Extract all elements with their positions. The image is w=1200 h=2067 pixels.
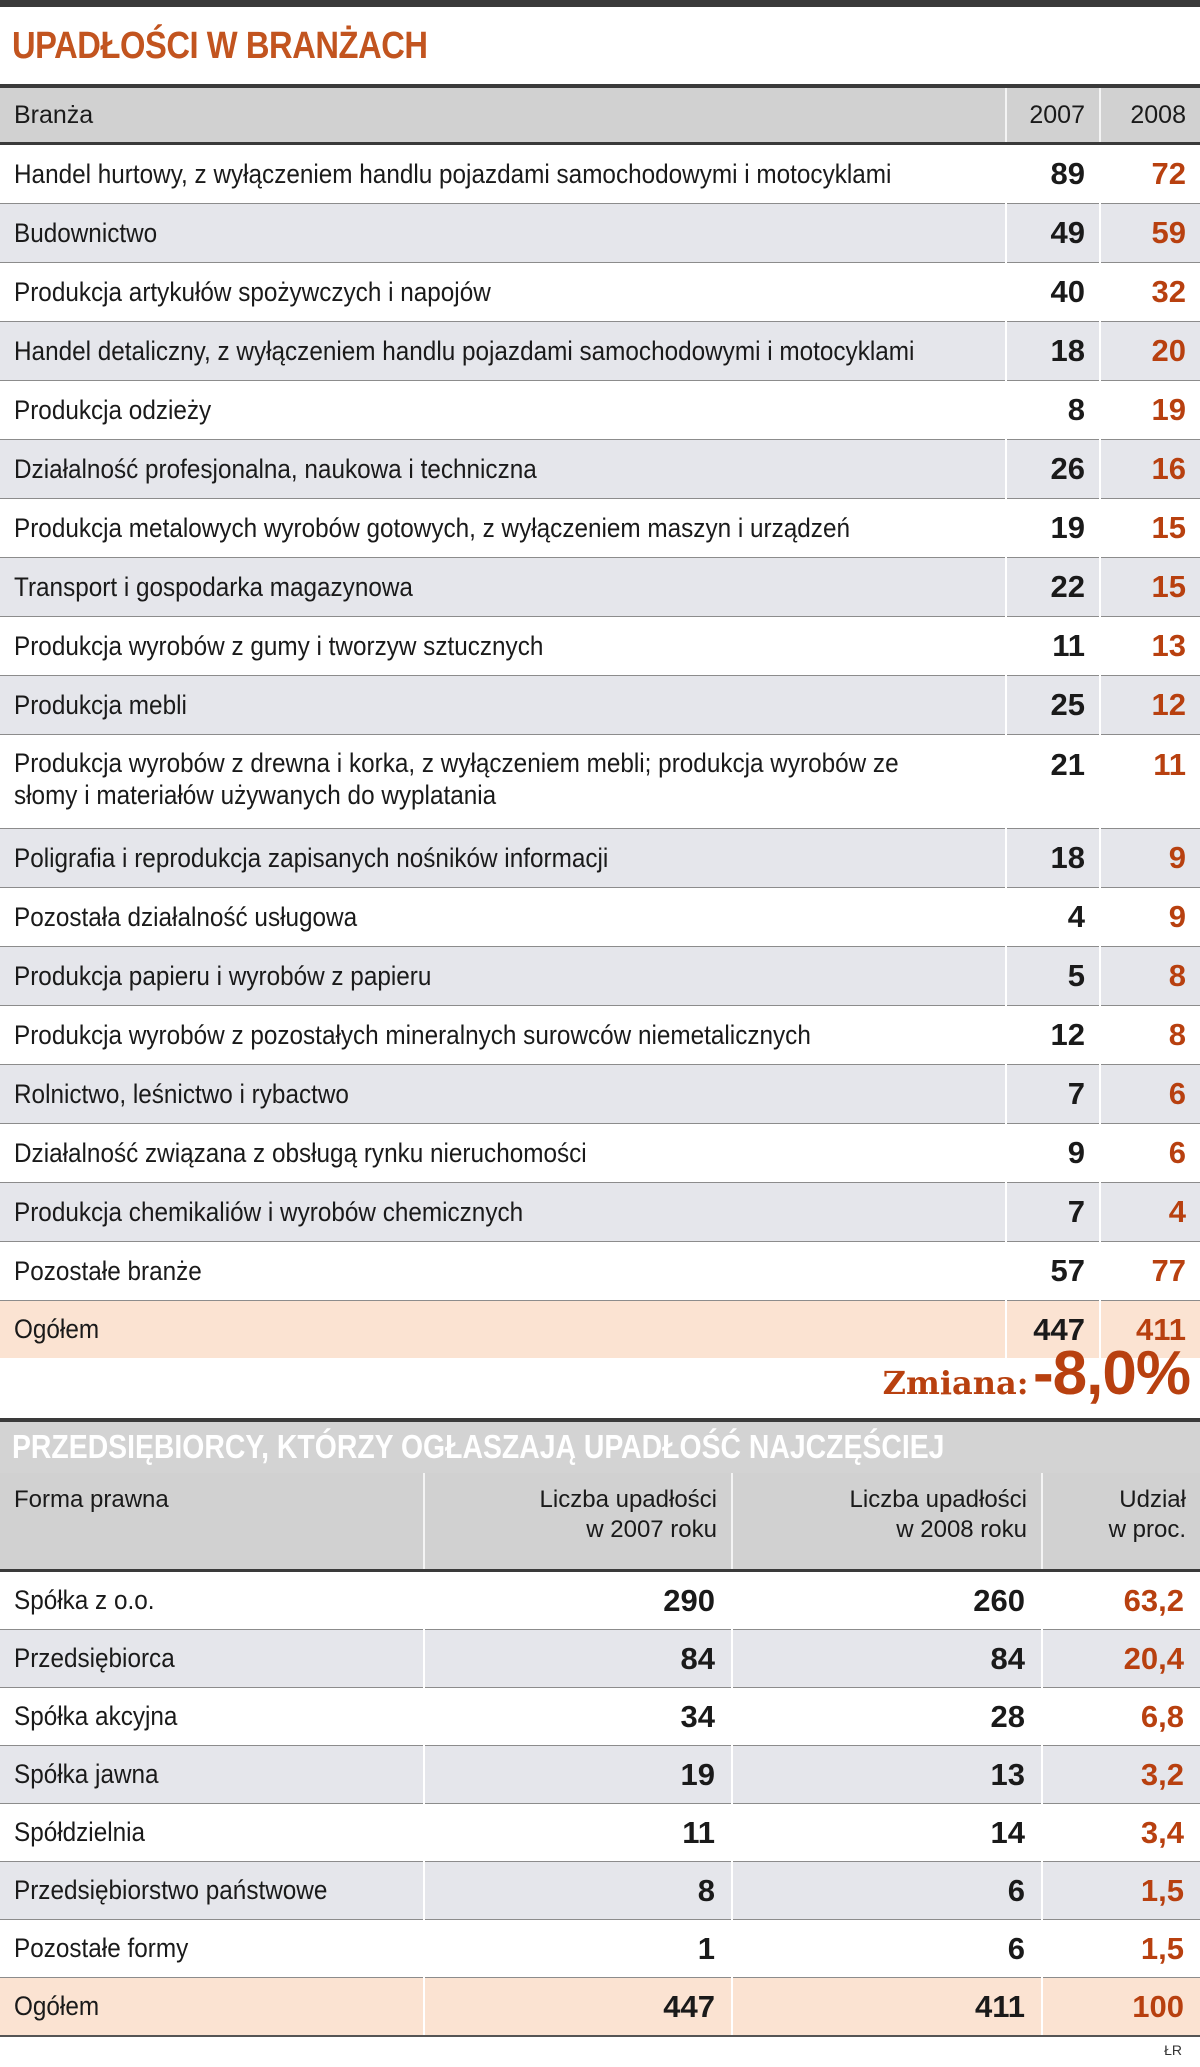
header-branza: Branża [0,86,1006,144]
value-2008: 8 [1100,1006,1200,1065]
table2-title: PRZEDSIĘBIORCY, KTÓRZY OGŁASZAJĄ UPADŁOŚĆ NAJCZĘŚCIEJ [12,1428,945,1465]
value-2008: 260 [732,1571,1042,1630]
table-row [0,676,1200,735]
value-2007: 19 [1006,499,1100,558]
row-name-text: Handel hurtowy, z wyłączeniem handlu pojazdami samochodowymi i motocyklami [14,158,892,189]
value-2008: 6 [1100,1065,1200,1124]
table-row [0,440,1200,499]
value-2008: 84 [732,1630,1042,1688]
table-row [0,947,1200,1006]
value-2008: 15 [1100,558,1200,617]
table-row [0,1746,1200,1804]
header-2008-line2: w 2008 roku [896,1516,1027,1543]
row-name [0,1688,424,1746]
header-share [1042,1473,1200,1571]
total-name [0,1978,424,2037]
row-name-text: Przedsiębiorca [14,1643,175,1673]
value-2008: 14 [732,1804,1042,1862]
row-name [0,1920,424,1978]
table-row [0,1065,1200,1124]
value-2007: 9 [1006,1124,1100,1183]
row-name-text: Produkcja odzieży [14,394,212,425]
row-name [0,440,1006,499]
value-2007: 25 [1006,676,1100,735]
row-name [0,1124,1006,1183]
row-name-text: Pozostałe branże [14,1255,202,1286]
table-row [0,1688,1200,1746]
row-name [0,1571,424,1630]
industries-table [0,84,1200,1358]
table-row [0,1862,1200,1920]
value-2007: 5 [1006,947,1100,1006]
value-2008: 8 [1100,947,1200,1006]
row-name-text: Produkcja chemikaliów i wyrobów chemicznych [14,1196,524,1227]
row-name [0,1183,1006,1242]
row-name [0,1630,424,1688]
total-2008: 411 [732,1978,1042,2037]
value-2008: 4 [1100,1183,1200,1242]
row-name-text: Przedsiębiorstwo państwowe [14,1875,328,1905]
value-2008: 6 [1100,1124,1200,1183]
row-name-text: Pozostała działalność usługowa [14,901,358,932]
row-name [0,1862,424,1920]
value-2007: 11 [1006,617,1100,676]
total-row [0,1978,1200,2037]
change-label: Zmiana: [882,1364,1029,1402]
table-row [0,617,1200,676]
value-2008: 32 [1100,263,1200,322]
header-2008-line1: Liczba upadłości [849,1486,1027,1513]
header-share-line1: Udział [1119,1486,1186,1513]
row-name-text: Produkcja papieru i wyrobów z papieru [14,960,432,991]
table2-body [0,1571,1200,2037]
value-2008: 9 [1100,829,1200,888]
value-share: 6,8 [1042,1688,1200,1746]
table-row [0,558,1200,617]
total-name [0,1301,1006,1359]
change-summary [882,1338,1190,1408]
total-name-text: Ogółem [14,1314,100,1344]
row-name-text: Działalność związana z obsługą rynku nieruchomości [14,1137,587,1168]
row-name-text: Spółka z o.o. [14,1585,155,1615]
value-2008: 20 [1100,322,1200,381]
table-row [0,1242,1200,1301]
value-2007: 1 [424,1920,732,1978]
row-name [0,558,1006,617]
value-2008: 6 [732,1862,1042,1920]
value-2007: 49 [1006,204,1100,263]
table-row [0,1124,1200,1183]
header-2008: 2008 [1100,86,1200,144]
value-2007: 18 [1006,322,1100,381]
table-row [0,735,1200,829]
value-share: 1,5 [1042,1920,1200,1978]
value-2008: 15 [1100,499,1200,558]
value-2008: 72 [1100,144,1200,204]
total-2007: 447 [424,1978,732,2037]
row-name [0,144,1006,204]
value-2007: 7 [1006,1183,1100,1242]
value-2008: 13 [1100,617,1200,676]
value-2008: 6 [732,1920,1042,1978]
table-row [0,1920,1200,1978]
value-2008: 13 [732,1746,1042,1804]
table1-header-row [0,86,1200,144]
value-2007: 4 [1006,888,1100,947]
value-2007: 8 [1006,381,1100,440]
row-name-text: Budownictwo [14,217,158,248]
change-value: -8,0% [1033,1339,1190,1408]
value-2007: 57 [1006,1242,1100,1301]
total-share: 100 [1042,1978,1200,2037]
row-name-text: Produkcja metalowych wyrobów gotowych, z wyłączeniem maszyn i urządzeń [14,512,851,543]
table2-header-row [0,1473,1200,1571]
value-share: 63,2 [1042,1571,1200,1630]
table1-body [0,144,1200,1359]
table-row [0,1183,1200,1242]
value-share: 1,5 [1042,1862,1200,1920]
row-name [0,263,1006,322]
table-row [0,829,1200,888]
header-2008-count [732,1473,1042,1571]
row-name-text: Poligrafia i reprodukcja zapisanych nośników informacji [14,842,609,873]
row-name-text: Produkcja wyrobów z pozostałych mineralnych surowców niemetalicznych [14,1019,811,1050]
row-name [0,1804,424,1862]
row-name [0,888,1006,947]
value-2008: 28 [732,1688,1042,1746]
row-name [0,1065,1006,1124]
row-name-text: Spółdzielnia [14,1817,146,1847]
row-name [0,204,1006,263]
row-name-text: Rolnictwo, leśnictwo i rybactwo [14,1078,349,1109]
value-2007: 34 [424,1688,732,1746]
value-share: 3,4 [1042,1804,1200,1862]
row-name [0,1746,424,1804]
row-name-text: Handel detaliczny, z wyłączeniem handlu pojazdami samochodowymi i motocyklami [14,335,915,366]
header-forma-prawna-label: Forma prawna [14,1486,169,1513]
header-2007: 2007 [1006,86,1100,144]
row-name [0,381,1006,440]
table-row [0,381,1200,440]
row-name-text: Pozostałe formy [14,1933,189,1963]
value-2007: 84 [424,1630,732,1688]
table-row [0,1571,1200,1630]
value-2008: 12 [1100,676,1200,735]
total-name-text: Ogółem [14,1991,100,2021]
value-2007: 18 [1006,829,1100,888]
table2-title-bar [0,1418,1200,1473]
value-share: 20,4 [1042,1630,1200,1688]
row-name [0,676,1006,735]
value-2008: 11 [1100,735,1200,829]
row-name-text: Produkcja mebli [14,689,187,720]
value-2008: 77 [1100,1242,1200,1301]
table-row [0,263,1200,322]
value-2008: 19 [1100,381,1200,440]
value-2007: 11 [424,1804,732,1862]
value-2007: 26 [1006,440,1100,499]
table-row [0,888,1200,947]
row-name-text: Spółka akcyjna [14,1701,178,1731]
row-name [0,499,1006,558]
row-name-text: Produkcja wyrobów z gumy i tworzyw sztucznych [14,630,544,661]
table-row [0,499,1200,558]
table-row [0,1006,1200,1065]
row-name [0,829,1006,888]
value-2007: 290 [424,1571,732,1630]
value-2007: 89 [1006,144,1100,204]
table-row [0,204,1200,263]
row-name [0,322,1006,381]
value-2008: 59 [1100,204,1200,263]
table-row [0,1630,1200,1688]
row-name-text: Działalność profesjonalna, naukowa i techniczna [14,453,537,484]
value-2007: 21 [1006,735,1100,829]
value-share: 3,2 [1042,1746,1200,1804]
total-2008: 411 [1100,1301,1200,1359]
value-2007: 12 [1006,1006,1100,1065]
value-2007: 8 [424,1862,732,1920]
table-row [0,1804,1200,1862]
row-name-text: Produkcja wyrobów z drewna i korka, z wyłączeniem mebli; produkcja wyrobów ze słomy i materiałów używanych do wyplatania [14,748,899,810]
header-2007-count [424,1473,732,1571]
row-name [0,1242,1006,1301]
value-2007: 7 [1006,1065,1100,1124]
row-name-text: Spółka jawna [14,1759,159,1789]
source-credit: ŁR [1164,2042,1182,2058]
row-name [0,617,1006,676]
value-2008: 9 [1100,888,1200,947]
value-2007: 22 [1006,558,1100,617]
row-name [0,947,1006,1006]
total-2007: 447 [1006,1301,1100,1359]
header-2007-line1: Liczba upadłości [539,1486,717,1513]
row-name-text: Produkcja artykułów spożywczych i napojów [14,276,491,307]
table-row [0,144,1200,204]
top-rule [0,0,1200,7]
legal-forms-table [0,1473,1200,2037]
header-share-line2: w proc. [1108,1516,1186,1543]
header-2007-line2: w 2007 roku [586,1516,717,1543]
value-2007: 40 [1006,263,1100,322]
row-name-text: Transport i gospodarka magazynowa [14,571,413,602]
value-2007: 19 [424,1746,732,1804]
row-name [0,1006,1006,1065]
value-2008: 16 [1100,440,1200,499]
table-row [0,322,1200,381]
header-forma-prawna [0,1473,424,1571]
table1-title: UPADŁOŚCI W BRANŻACH [12,25,428,67]
row-name [0,735,1006,829]
